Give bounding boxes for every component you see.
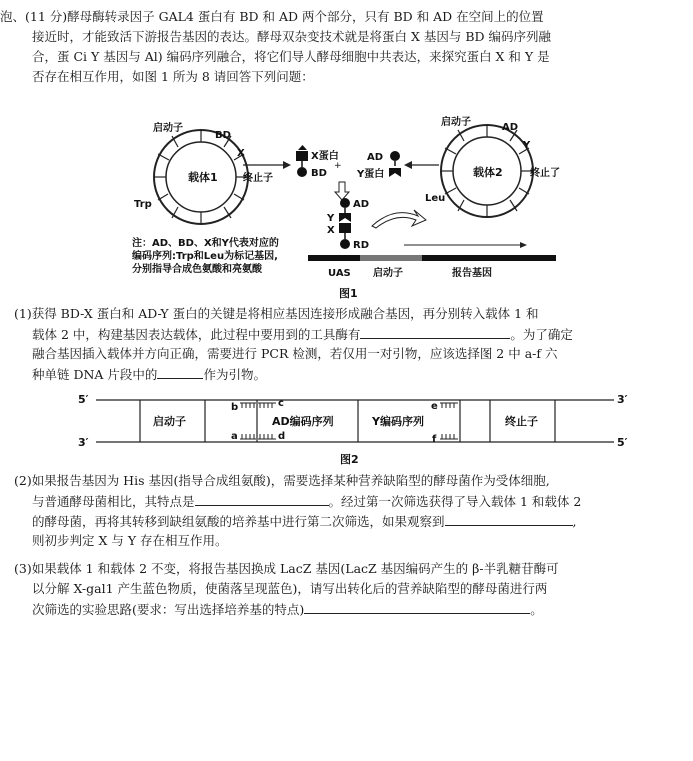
svg-text:+: + (334, 161, 342, 171)
q3-text: (3)如果载体 1 和载体 2 不变，将报告基因换成 LacZ 基因(LacZ 基因编码产生的 β-半乳糖苷酶可 (14, 561, 559, 576)
intro-text: 接近时，才能致活下游报告基因的表达。酵母双杂变技术就是将蛋白 X 基因与 BD 编码序列融 (32, 29, 552, 44)
q1-line-3 (32, 345, 693, 363)
vector-1-promoter-label: 启动子 (153, 123, 183, 134)
vector-1 (134, 121, 248, 224)
figure-1-caption: 图1 (339, 287, 358, 300)
protein-shapes (296, 145, 401, 180)
fig2-3prime-left: 3′ (78, 436, 89, 449)
answer-blank-primer[interactable] (157, 365, 203, 379)
bd-label: BD (311, 168, 327, 179)
vector-1-bd-label: BD (215, 130, 231, 141)
note-line-1: 注：AD、BD、X和Y代表对应的 (132, 238, 279, 249)
fig2-y-seq-label: Y编码序列 (372, 415, 424, 428)
intro-text: 否存在相互作用，如图 1 所为 8 请回答下列问题： (32, 69, 314, 84)
vector-2-ad-label: AD (502, 122, 519, 133)
primer-e-label: e (431, 401, 438, 412)
q1-text: (1)获得 BD-X 蛋白和 AD-Y 蛋白的关键是将相应基因连接形成融合基因，再分别转入载体 1 和 (14, 306, 539, 321)
complex-x-label: X (327, 225, 335, 236)
vector-2 (425, 115, 533, 217)
fig2-5prime-left: 5′ (78, 393, 89, 406)
q2-line-1 (14, 472, 693, 490)
complex-bd-label: RD (353, 240, 370, 251)
reporter-gene-label: 报告基因 (452, 268, 492, 279)
fig2-3prime-right: 3′ (617, 393, 628, 406)
complex-y-label: Y (327, 213, 335, 224)
terminator-left-label: 终止子 (243, 173, 273, 184)
arrow-left-2 (404, 161, 439, 169)
intro-text: 泡、(11 分)酵母酶转录因子 GAL4 蛋白有 BD 和 AD 两个部分，只有 BD 和 AD 在空间上的位置 (0, 9, 544, 24)
q2-line-4 (32, 532, 693, 550)
ad-label: AD (367, 152, 384, 163)
fig2-5prime-right: 5′ (617, 436, 628, 449)
q3-text: 以分解 X-gal1 产生蓝色物质，使菌落呈现蓝色)，请写出转化后的营养缺陷型的酵母菌进行两 (32, 581, 548, 596)
q2-text: 的酵母菌，再将其转移到缺组氨酸的培养基中进行第二次筛选，如果观察到 (32, 514, 445, 529)
vector-1-x-label: X (237, 148, 245, 159)
primer-a-label: a (231, 431, 238, 442)
q3-text: 次筛选的实验思路(要求：写出选择培养基的特点) (32, 602, 305, 617)
figure-1 (0, 0, 693, 300)
q1-text: 种单链 DNA 片段中的 (32, 367, 158, 382)
note-line-2: 编码序列:Trp和Leu为标记基因, (132, 251, 278, 262)
note-line-3: 分别指导合成色氨酸和亮氨酸 (132, 264, 262, 275)
q1-line-4 (32, 365, 693, 384)
reporter-dna-bar (308, 255, 556, 261)
answer-blank-approach[interactable] (304, 600, 530, 614)
fig2-ad-seq-label: AD编码序列 (272, 415, 334, 428)
answer-blank-enzyme[interactable] (360, 325, 510, 339)
answer-blank-observe[interactable] (445, 512, 573, 526)
q1-text: 。为了确定 (510, 327, 573, 342)
figure-2-caption: 图2 (340, 453, 359, 466)
transcription-arrow (404, 242, 527, 248)
q2-text: 则初步判定 X 与 Y 存在相互作用。 (32, 533, 228, 548)
primer-b-label: b (231, 402, 239, 413)
intro-text: 合，蛋 Ci Y 基因与 Al) 编码序列融合，将它们导人酵母细胞中共表达，来探究蛋白 X 和 Y 是 (32, 49, 550, 64)
q2-line-3 (32, 512, 693, 531)
q1-text: 融合基因插入载体并方向正确，需要进行 PCR 检测，若仅用一对引物，应该选择图 2 中 a-f 六 (32, 346, 558, 361)
q2-text: , (572, 514, 577, 529)
vector-1-trp-label: Trp (134, 199, 152, 210)
complex-ad-label: AD (353, 199, 370, 210)
primer-f-label: f (432, 434, 437, 445)
vector-2-leu-label: Leu (425, 193, 446, 204)
vector-2-promoter-label: 启动子 (441, 117, 471, 128)
q2-text: (2)如果报告基因为 His 基因(指导合成组氨酸)，需要选择某种营养缺陷型的酵母菌作为受体细胞, (14, 473, 550, 488)
down-arrow (335, 182, 349, 200)
vector-2-label: 载体2 (473, 166, 503, 179)
promoter-bottom-label: 启动子 (373, 268, 403, 279)
protein-complex (326, 198, 369, 251)
fig2-promoter-label: 启动子 (153, 415, 186, 428)
q3-line-2 (32, 580, 693, 598)
fig2-terminator-label: 终止子 (505, 415, 538, 428)
uas-label: UAS (328, 268, 351, 279)
primer-c-label: c (278, 398, 284, 409)
q1-text: 载体 2 中，构建基因表达载体，此过程中要用到的工具酶有 (32, 327, 361, 342)
q2-line-2 (32, 492, 693, 511)
curved-arrow (372, 210, 426, 228)
q2-text: 与普通酵母菌相比，其特点是 (32, 494, 195, 509)
y-protein-label: Y蛋白 (357, 169, 385, 180)
vector-1-label: 载体1 (188, 171, 218, 184)
answer-blank-feature[interactable] (195, 492, 329, 506)
q1-line-2 (32, 325, 693, 344)
x-protein-label: X蛋白 (311, 151, 339, 162)
q3-text: 。 (530, 602, 543, 617)
arrow-right-1 (243, 161, 291, 169)
vector-2-y-label: Y (523, 140, 531, 151)
q1-text: 作为引物。 (203, 367, 266, 382)
terminator-right-label: 终止了 (530, 168, 560, 179)
q3-line-1 (14, 560, 693, 578)
q3-line-3 (32, 600, 693, 619)
q1-line-1 (14, 305, 693, 323)
q2-text: 。经过第一次筛选获得了导入载体 1 和载体 2 (328, 494, 582, 509)
primer-d-label: d (278, 431, 286, 442)
